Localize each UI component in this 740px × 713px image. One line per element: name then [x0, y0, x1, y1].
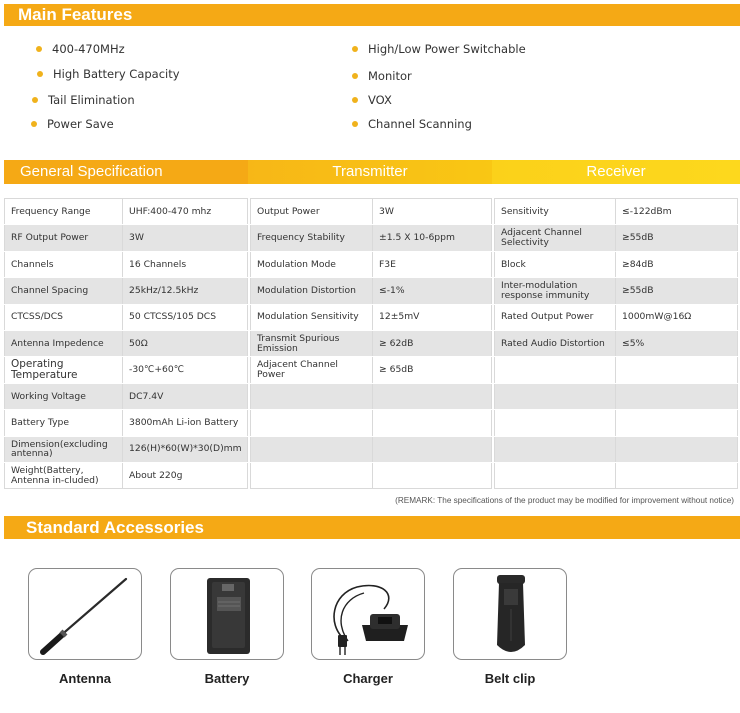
- main-features-banner: [4, 4, 740, 26]
- remark-note: (REMARK: The specifications of the product may be modified for improvement without notice): [395, 496, 734, 505]
- bullet-icon: [352, 46, 358, 52]
- spec-label: Channels: [5, 251, 123, 277]
- table-row: [251, 199, 492, 225]
- belt-clip-label: Belt clip: [484, 671, 536, 686]
- spec-label: Rated Audio Distortion: [495, 330, 616, 356]
- spec-label: [495, 410, 616, 436]
- antenna-card: [28, 568, 142, 660]
- bullet-icon: [352, 121, 358, 127]
- feature-item: Monitor: [352, 69, 412, 83]
- spec-value: F3E: [373, 251, 492, 277]
- spec-label: Output Power: [251, 199, 373, 225]
- feature-item: High Battery Capacity: [37, 67, 180, 81]
- table-row: [495, 330, 738, 356]
- receiver-table: [494, 198, 738, 489]
- table-row: [5, 357, 248, 383]
- feature-item: High/Low Power Switchable: [352, 42, 526, 56]
- general-spec-header: General Specification: [4, 160, 248, 184]
- spec-label: Channel Spacing: [5, 278, 123, 304]
- spec-label: [251, 383, 373, 409]
- table-row: [495, 278, 738, 304]
- spec-value: 50Ω: [123, 330, 248, 356]
- table-row: [5, 410, 248, 436]
- spec-value: [616, 383, 738, 409]
- bullet-icon: [37, 71, 43, 77]
- table-row: [251, 225, 492, 251]
- feature-item: 400-470MHz: [36, 42, 125, 56]
- table-row: [251, 278, 492, 304]
- spec-value: ≥84dB: [616, 251, 738, 277]
- table-row: [495, 357, 738, 383]
- spec-label: [251, 410, 373, 436]
- table-row: [5, 225, 248, 251]
- spec-label: [495, 357, 616, 383]
- table-row: [251, 462, 492, 488]
- feature-item: Power Save: [31, 117, 114, 131]
- standard-accessories-banner: [4, 516, 740, 539]
- spec-label: CTCSS/DCS: [5, 304, 123, 330]
- spec-label: Antenna Impedence: [5, 330, 123, 356]
- table-row: [251, 410, 492, 436]
- bullet-icon: [32, 97, 38, 103]
- charger-label: Charger: [343, 671, 393, 686]
- table-row: [495, 410, 738, 436]
- spec-label: Battery Type: [5, 410, 123, 436]
- table-row: [251, 383, 492, 409]
- standard-accessories-title: Standard Accessories: [26, 518, 204, 537]
- feature-item: Tail Elimination: [32, 93, 135, 107]
- spec-value: ≥ 62dB: [373, 330, 492, 356]
- spec-label: RF Output Power: [5, 225, 123, 251]
- spec-label: Working Voltage: [5, 383, 123, 409]
- table-row: [5, 278, 248, 304]
- spec-label: Block: [495, 251, 616, 277]
- spec-value: 3W: [123, 225, 248, 251]
- spec-value: 1000mW@16Ω: [616, 304, 738, 330]
- spec-label: Modulation Distortion: [251, 278, 373, 304]
- spec-value: 25kHz/12.5kHz: [123, 278, 248, 304]
- spec-value: [616, 462, 738, 488]
- spec-value: About 220g: [123, 462, 248, 488]
- spec-value: [373, 436, 492, 462]
- feature-item: VOX: [352, 93, 392, 107]
- spec-value: 50 CTCSS/105 DCS: [123, 304, 248, 330]
- spec-label: Frequency Range: [5, 199, 123, 225]
- table-row: [251, 251, 492, 277]
- bullet-icon: [36, 46, 42, 52]
- table-row: [251, 330, 492, 356]
- spec-value: ≤-1%: [373, 278, 492, 304]
- spec-value: [616, 357, 738, 383]
- spec-value: 12±5mV: [373, 304, 492, 330]
- spec-value: UHF:400-470 mhz: [123, 199, 248, 225]
- spec-label: Operating Temperature: [5, 357, 123, 383]
- table-row: [5, 304, 248, 330]
- spec-value: 126(H)*60(W)*30(D)mm: [123, 436, 248, 462]
- spec-label: [495, 436, 616, 462]
- belt-clip-icon: [454, 569, 567, 660]
- spec-value: DC7.4V: [123, 383, 248, 409]
- battery-card: [170, 568, 284, 660]
- spec-label: [251, 436, 373, 462]
- receiver-header: Receiver: [492, 160, 740, 184]
- battery-icon: [171, 569, 284, 660]
- spec-label: Weight(Battery, Antenna in-cluded): [5, 462, 123, 488]
- antenna-icon: [29, 569, 142, 660]
- spec-value: 3W: [373, 199, 492, 225]
- spec-value: -30℃+60℃: [123, 357, 248, 383]
- spec-value: ≥55dB: [616, 278, 738, 304]
- spec-label: Dimension(excluding antenna): [5, 436, 123, 462]
- bullet-icon: [352, 97, 358, 103]
- bullet-icon: [352, 73, 358, 79]
- table-row: [495, 304, 738, 330]
- spec-value: ±1.5 X 10-6ppm: [373, 225, 492, 251]
- spec-label: [495, 383, 616, 409]
- table-row: [251, 357, 492, 383]
- spec-value: [373, 383, 492, 409]
- spec-value: ≥ 65dB: [373, 357, 492, 383]
- charger-card: [311, 568, 425, 660]
- transmitter-header: Transmitter: [248, 160, 492, 184]
- table-row: [5, 199, 248, 225]
- bullet-icon: [31, 121, 37, 127]
- table-row: [495, 199, 738, 225]
- spec-label: Rated Output Power: [495, 304, 616, 330]
- spec-value: [373, 410, 492, 436]
- table-row: [5, 462, 248, 488]
- spec-value: 3800mAh Li-ion Battery: [123, 410, 248, 436]
- table-row: [251, 304, 492, 330]
- main-features-title: Main Features: [18, 5, 133, 24]
- spec-label: [251, 462, 373, 488]
- transmitter-table: [250, 198, 492, 489]
- general-spec-table: [4, 198, 248, 489]
- spec-value: 16 Channels: [123, 251, 248, 277]
- spec-label: Modulation Sensitivity: [251, 304, 373, 330]
- spec-value: [616, 436, 738, 462]
- belt-clip-card: [453, 568, 567, 660]
- spec-label: Modulation Mode: [251, 251, 373, 277]
- spec-label: Inter-modulation response immunity: [495, 278, 616, 304]
- battery-label: Battery: [204, 671, 250, 686]
- table-row: [495, 251, 738, 277]
- spec-label: Frequency Stability: [251, 225, 373, 251]
- table-row: [251, 436, 492, 462]
- table-row: [5, 251, 248, 277]
- spec-value: [373, 462, 492, 488]
- spec-value: ≥55dB: [616, 225, 738, 251]
- charger-icon: [312, 569, 425, 660]
- table-row: [5, 383, 248, 409]
- spec-label: [495, 462, 616, 488]
- spec-label: Adjacent Channel Selectivity: [495, 225, 616, 251]
- spec-label: Adjacent Channel Power: [251, 357, 373, 383]
- feature-item: Channel Scanning: [352, 117, 472, 131]
- table-row: [495, 225, 738, 251]
- spec-value: ≤-122dBm: [616, 199, 738, 225]
- table-row: [495, 436, 738, 462]
- table-row: [5, 330, 248, 356]
- table-row: [495, 462, 738, 488]
- table-row: [495, 383, 738, 409]
- table-row: [5, 436, 248, 462]
- spec-value: [616, 410, 738, 436]
- spec-label: Transmit Spurious Emission: [251, 330, 373, 356]
- antenna-label: Antenna: [59, 671, 111, 686]
- spec-label: Sensitivity: [495, 199, 616, 225]
- spec-value: ≤5%: [616, 330, 738, 356]
